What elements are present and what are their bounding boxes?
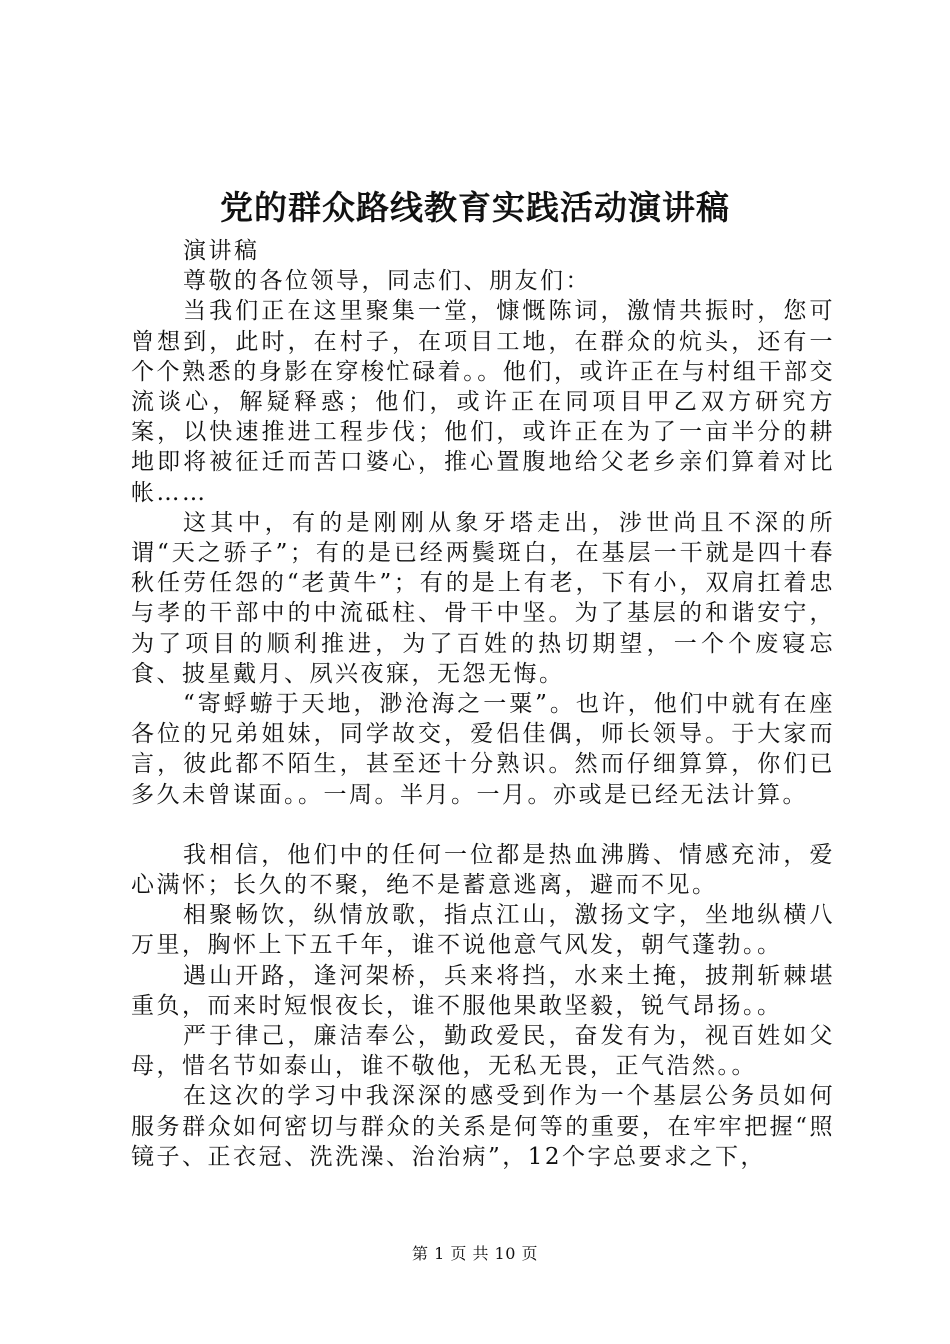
- paragraph-2: 这其中，有的是刚刚从象牙塔走出，涉世尚且不深的所谓“天之骄子”；有的是已经两鬓斑白，在基层一干就是四十春秋任劳任怨的“老黄牛”；有的是上有老，下有小，双肩扛着忠与孝的干部中的中流砥柱、骨干中坚。为了基层的和谐安宁，为了项目的顺利推进，为了百姓的热切期望，一个个废寝忘食、披星戴月、夙兴夜寐，无怨无悔。: [131, 509, 835, 687]
- paragraph-heading: 演讲稿: [183, 238, 260, 264]
- paragraph-5: 相聚畅饮，纵情放歌，指点江山，激扬文字，坐地纵横八万里，胸怀上下五千年，谁不说他意气风发，朝气蓬勃。。: [131, 902, 835, 959]
- paragraph-6: 遇山开路，逢河架桥，兵来将挡，水来土掩，披荆斩棘堪重负，而来时短恨夜长，谁不服他果敢坚毅，锐气昂扬。。: [131, 962, 835, 1019]
- paragraph-7: 严于律己，廉洁奉公，勤政爱民，奋发有为，视百姓如父母，惜名节如泰山，谁不敬他，无私无畏，正气浩然。。: [131, 1023, 835, 1080]
- document-title: 党的群众路线教育实践活动演讲稿: [220, 188, 730, 227]
- document-body: [131, 236, 835, 1172]
- paragraph-3: “寄蜉蝣于天地，渺沧海之一粟”。也许，他们中就有在座各位的兄弟姐妹，同学故交，爱侣佳偶，师长领导。于大家而言，彼此都不陌生，甚至还十分熟识。然而仔细算算，你们已多久未曾谋面。。一周。半月。一月。亦或是已经无法计算。: [131, 691, 835, 808]
- paragraph-4: 我相信，他们中的任何一位都是热血沸腾、情感充沛，爱心满怀；长久的不聚，绝不是蓄意逃离，避而不见。: [131, 841, 835, 899]
- paragraph-1: 当我们正在这里聚集一堂，慷慨陈词，激情共振时，您可曾想到，此时，在村子，在项目工地，在群众的炕头，还有一个个熟悉的身影在穿梭忙碌着。。他们，或许正在与村组干部交流谈心，解疑释惑；他们，或许正在同项目甲乙双方研究方案，以快速推进工程步伐；他们，或许正在为了一亩半分的耕地即将被征迁而苦口婆心，推心置腹地给父老乡亲们算着对比帐……: [131, 298, 835, 506]
- paragraph-8: 在这次的学习中我深深的感受到作为一个基层公务员如何服务群众如何密切与群众的关系是何等的重要，在牢牢把握“照镜子、正衣冠、洗洗澡、治治病”，12个字总要求之下，: [131, 1083, 835, 1170]
- paragraph-salutation: 尊敬的各位领导，同志们、朋友们：: [183, 268, 591, 295]
- page-number-footer: 第 1 页 共 10 页: [412, 1244, 538, 1263]
- blank-line: [131, 810, 835, 840]
